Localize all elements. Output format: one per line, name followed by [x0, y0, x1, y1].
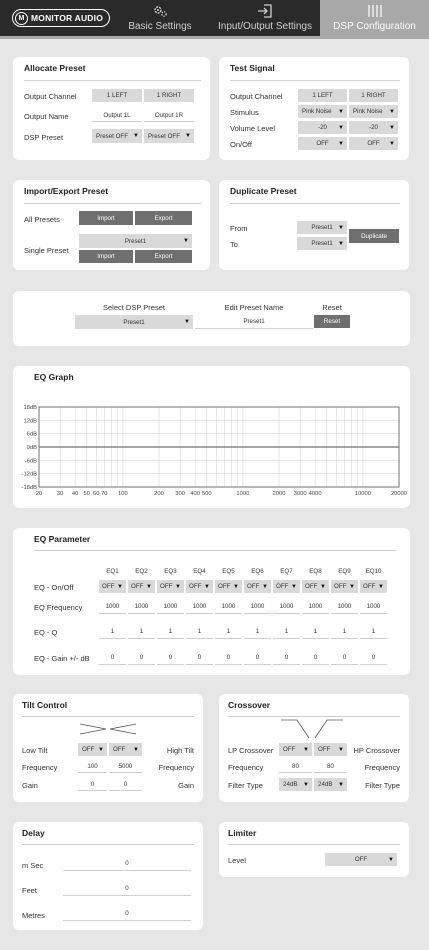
eq-q-field[interactable]: 1 [186, 625, 213, 639]
high-tilt-frequency-field[interactable]: 5000 [109, 760, 142, 773]
eq-gain-field[interactable]: 0 [302, 651, 329, 665]
volume-level-label: Volume Level [230, 124, 276, 133]
single-preset-label: Single Preset [24, 246, 69, 255]
dropdown-arrow-icon: ▼ [303, 746, 309, 753]
eq-band-header: EQ5 [222, 568, 235, 575]
x-tick-label: 1000 [236, 491, 250, 497]
dropdown-arrow-icon: ▼ [117, 583, 123, 590]
tab-label: Input/Output Settings [218, 21, 312, 32]
eq-frequency-field[interactable]: 1000 [215, 600, 242, 614]
x-tick-label: 100 [118, 491, 128, 497]
eq-band-header: EQ7 [280, 568, 293, 575]
y-tick-label: -12dB [21, 471, 37, 478]
divider [22, 844, 194, 845]
panel-title: Import/Export Preset [24, 186, 109, 196]
low-gain-label: Gain [22, 781, 38, 790]
eq-band-header: EQ2 [135, 568, 148, 575]
high-tilt-gain-field[interactable]: 0 [109, 778, 142, 791]
eq-on-off-dropdown[interactable] [273, 580, 300, 593]
divider [24, 203, 201, 204]
eq-frequency-field[interactable]: 1000 [360, 600, 387, 614]
dsp-preset-label: DSP Preset [24, 133, 64, 142]
test-signal-panel [219, 57, 409, 160]
eq-frequency-field[interactable]: 1000 [186, 600, 213, 614]
hp-crossover-label: HP Crossover [353, 746, 400, 755]
crossover-panel [219, 694, 409, 802]
gears-icon [152, 4, 168, 18]
on-off-label: On/Off [230, 140, 252, 149]
duplicate-button[interactable]: Duplicate [349, 229, 399, 243]
sliders-icon [367, 4, 383, 18]
eq-on-off-dropdown[interactable] [186, 580, 213, 593]
eq-on-off-dropdown[interactable] [244, 580, 271, 593]
dropdown-value: OFF [363, 583, 376, 590]
single-preset-dropdown[interactable] [79, 234, 192, 248]
dropdown-arrow-icon: ▼ [389, 108, 395, 115]
level-label: Level [228, 856, 246, 865]
dropdown-value: OFF [247, 583, 260, 590]
y-tick-label: -18dB [21, 485, 37, 491]
lp-filter-type-dropdown[interactable] [279, 778, 312, 791]
low-tilt-label: Low Tilt [22, 746, 48, 755]
eq-frequency-field[interactable]: 1000 [157, 600, 184, 614]
select-dsp-preset-panel [13, 291, 410, 346]
dropdown-arrow-icon: ▼ [303, 781, 309, 788]
stimulus-right-dropdown[interactable] [349, 105, 398, 118]
divider [24, 80, 201, 81]
dropdown-value: 24dB [283, 781, 298, 788]
msec-label: m Sec [22, 861, 44, 870]
dropdown-arrow-icon: ▼ [338, 746, 344, 753]
eq-q-field[interactable]: 1 [331, 625, 358, 639]
dropdown-arrow-icon: ▼ [320, 583, 326, 590]
dropdown-value: OFF [160, 583, 173, 590]
dropdown-value: OFF [82, 746, 95, 753]
hp-crossover-dropdown[interactable] [314, 743, 347, 756]
tab-dsp-configuration[interactable] [320, 0, 429, 36]
eq-gain-field[interactable]: 0 [215, 651, 242, 665]
y-tick-label: 0dB [26, 445, 37, 451]
dropdown-arrow-icon: ▼ [98, 746, 104, 753]
eq-band-header: EQ1 [106, 568, 119, 575]
metres-label: Metres [22, 911, 45, 920]
dropdown-value: Preset OFF [96, 132, 128, 140]
dropdown-arrow-icon: ▼ [338, 781, 344, 788]
dropdown-value: Preset1 [124, 237, 147, 245]
eq-on-off-dropdown[interactable] [331, 580, 358, 593]
eq-band-header: EQ6 [251, 568, 264, 575]
eq-q-field[interactable]: 1 [244, 625, 271, 639]
select-dsp-preset-dropdown[interactable] [75, 315, 193, 329]
dropdown-arrow-icon: ▼ [338, 124, 344, 131]
dropdown-arrow-icon: ▼ [175, 583, 181, 590]
allocate-preset-panel [13, 57, 210, 160]
dropdown-value: Preset OFF [148, 132, 180, 140]
x-tick-label: 50 [83, 491, 90, 497]
dropdown-value: Pink Noise [302, 108, 332, 115]
on-off-right-dropdown[interactable] [349, 137, 398, 150]
eq-frequency-field[interactable]: 1000 [302, 600, 329, 614]
output-name-label: Output Name [24, 112, 69, 121]
x-tick-label: 40 [71, 491, 79, 497]
delay-msec-field[interactable]: 0 [63, 857, 191, 871]
high-tilt-label: High Tilt [166, 746, 194, 755]
divider [228, 844, 400, 845]
dropdown-arrow-icon: ▼ [378, 583, 384, 590]
to-preset-dropdown[interactable] [297, 237, 347, 250]
eq-gain-field[interactable]: 0 [244, 651, 271, 665]
eq-frequency-field[interactable]: 1000 [331, 600, 358, 614]
eq-parameter-panel [13, 528, 410, 675]
panel-title: Duplicate Preset [230, 186, 297, 196]
eq-band-header: EQ8 [309, 568, 322, 575]
dropdown-value: OFF [218, 583, 231, 590]
low-tilt-gain-field[interactable]: 0 [78, 778, 107, 791]
reset-button[interactable]: Reset [314, 315, 350, 328]
dropdown-value: -20 [318, 124, 327, 131]
x-tick-label: 200 [154, 491, 164, 497]
logo-mark: M [15, 12, 28, 25]
dropdown-arrow-icon: ▼ [133, 746, 139, 753]
x-tick-label: 20000 [390, 491, 408, 497]
panel-title: Delay [22, 828, 45, 838]
limiter-panel [219, 822, 409, 877]
lp-frequency-label: Frequency [228, 763, 264, 772]
panel-title: Limiter [228, 828, 257, 838]
edit-preset-name-label: Edit Preset Name [224, 303, 284, 312]
dropdown-arrow-icon: ▼ [184, 319, 190, 325]
panel-title: Tilt Control [22, 700, 68, 710]
from-preset-dropdown[interactable] [297, 221, 347, 234]
delay-metres-field[interactable]: 0 [63, 907, 191, 921]
dropdown-arrow-icon: ▼ [133, 133, 139, 139]
reset-label: Reset [322, 303, 342, 312]
eq-q-field[interactable]: 1 [157, 625, 184, 639]
dropdown-value: OFF [318, 746, 331, 753]
eq-on-off-label: EQ - On/Off [34, 583, 74, 592]
x-tick-label: 70 [101, 491, 108, 497]
dropdown-arrow-icon: ▼ [204, 583, 210, 590]
export-all-button[interactable]: Export [135, 211, 192, 225]
y-tick-label: 18dB [23, 405, 37, 411]
high-tilt-dropdown[interactable] [109, 743, 142, 756]
dropdown-value: OFF [367, 140, 380, 147]
edit-preset-name-field[interactable]: Preset1 [195, 315, 313, 329]
dsp-preset-left-dropdown[interactable] [92, 129, 142, 143]
all-presets-label: All Presets [24, 215, 60, 224]
divider [34, 550, 396, 551]
panel-title: EQ Graph [34, 372, 74, 382]
dropdown-value: OFF [189, 583, 202, 590]
eq-frequency-field[interactable]: 1000 [273, 600, 300, 614]
duplicate-preset-panel [219, 180, 409, 270]
lp-crossover-label: LP Crossover [228, 746, 274, 755]
crossover-curve-icon [279, 718, 345, 740]
dropdown-value: OFF [102, 583, 115, 590]
y-tick-label: 6dB [26, 431, 37, 438]
x-tick-label: 2000 [272, 491, 286, 497]
dropdown-arrow-icon: ▼ [338, 240, 344, 247]
left-channel-button[interactable]: 1 LEFT [92, 89, 142, 102]
eq-frequency-label: EQ Frequency [34, 603, 83, 612]
hp-filter-type-label: Filter Type [365, 781, 400, 790]
feet-label: Feet [22, 886, 38, 895]
volume-left-dropdown[interactable] [298, 121, 347, 134]
x-tick-label: 4000 [308, 491, 322, 497]
eq-on-off-dropdown[interactable] [302, 580, 329, 593]
x-tick-label: 300 [175, 491, 185, 497]
high-gain-label: Gain [178, 781, 194, 790]
tilt-curve-icon [78, 721, 138, 737]
dropdown-arrow-icon: ▼ [388, 856, 394, 863]
import-single-button[interactable]: Import [79, 250, 133, 263]
import-export-panel [13, 180, 210, 270]
dropdown-arrow-icon: ▼ [233, 583, 239, 590]
tilt-control-panel [13, 694, 203, 802]
dropdown-arrow-icon: ▼ [389, 124, 395, 131]
eq-q-field[interactable]: 1 [302, 625, 329, 639]
eq-gain-field[interactable]: 0 [331, 651, 358, 665]
dropdown-value: OFF [334, 583, 347, 590]
low-tilt-dropdown[interactable] [78, 743, 107, 756]
dropdown-value: OFF [305, 583, 318, 590]
tab-label: DSP Configuration [333, 21, 416, 32]
hp-frequency-field[interactable]: 80 [314, 760, 347, 773]
dropdown-arrow-icon: ▼ [389, 140, 395, 147]
x-tick-label: 400 [190, 491, 200, 497]
dropdown-arrow-icon: ▼ [338, 108, 344, 115]
eq-q-field[interactable]: 1 [215, 625, 242, 639]
high-frequency-label: Frequency [158, 763, 194, 772]
panel-title: Allocate Preset [24, 63, 86, 73]
dropdown-arrow-icon: ▼ [338, 140, 344, 147]
eq-band-header: EQ4 [193, 568, 206, 575]
tab-input-output-settings[interactable] [214, 0, 316, 36]
eq-on-off-dropdown[interactable] [157, 580, 184, 593]
dropdown-arrow-icon: ▼ [146, 583, 152, 590]
x-tick-label: 20 [35, 491, 43, 497]
dropdown-arrow-icon: ▼ [291, 583, 297, 590]
divider [230, 203, 400, 204]
import-all-button[interactable]: Import [79, 211, 133, 225]
dropdown-value: OFF [316, 140, 329, 147]
eq-graph-panel [13, 366, 410, 508]
volume-right-dropdown[interactable] [349, 121, 398, 134]
eq-frequency-field[interactable]: 1000 [244, 600, 271, 614]
stimulus-left-dropdown[interactable] [298, 105, 347, 118]
dropdown-arrow-icon: ▼ [185, 133, 191, 139]
panel-title: Crossover [228, 700, 271, 710]
monitor-audio-logo [12, 9, 110, 27]
dropdown-value: OFF [113, 746, 126, 753]
panel-title: Test Signal [230, 63, 275, 73]
eq-gain-field[interactable]: 0 [273, 651, 300, 665]
dropdown-value: Preset1 [311, 224, 333, 231]
eq-band-header: EQ3 [164, 568, 177, 575]
hp-frequency-label: Frequency [364, 763, 400, 772]
dropdown-arrow-icon: ▼ [183, 238, 189, 244]
eq-on-off-dropdown[interactable] [128, 580, 155, 593]
eq-on-off-dropdown[interactable] [360, 580, 387, 593]
eq-gain-field[interactable]: 0 [186, 651, 213, 665]
tab-label: Basic Settings [128, 21, 192, 32]
dropdown-value: Preset1 [123, 318, 145, 326]
eq-graph-chart [13, 366, 410, 508]
dropdown-value: OFF [131, 583, 144, 590]
delay-panel [13, 822, 203, 930]
dropdown-value: OFF [354, 856, 368, 863]
eq-frequency-field[interactable]: 1000 [128, 600, 155, 614]
lp-filter-type-label: Filter Type [228, 781, 263, 790]
select-dsp-preset-label: Select DSP Preset [103, 303, 165, 312]
eq-gain-field[interactable]: 0 [99, 651, 126, 665]
active-tab-underline [0, 36, 429, 39]
top-navigation-bar [0, 0, 429, 36]
eq-q-field[interactable]: 1 [360, 625, 387, 639]
x-tick-label: 3000 [293, 491, 307, 497]
from-label: From [230, 224, 248, 233]
right-channel-button[interactable]: 1 RIGHT [144, 89, 194, 102]
eq-q-field[interactable]: 1 [128, 625, 155, 639]
y-tick-label: 12dB [23, 418, 37, 425]
tab-basic-settings[interactable] [120, 0, 200, 36]
logo-text: MONITOR AUDIO [31, 13, 104, 23]
eq-gain-field[interactable]: 0 [157, 651, 184, 665]
output-channel-label: Output Channel [24, 92, 77, 101]
dropdown-value: 24dB [318, 781, 333, 788]
dropdown-value: OFF [276, 583, 289, 590]
lp-frequency-field[interactable]: 80 [279, 760, 312, 773]
dropdown-arrow-icon: ▼ [338, 224, 344, 231]
limiter-level-dropdown[interactable] [325, 853, 397, 866]
eq-on-off-dropdown[interactable] [99, 580, 126, 593]
right-channel-button[interactable]: 1 RIGHT [349, 89, 398, 102]
dropdown-value: -20 [369, 124, 378, 131]
on-off-left-dropdown[interactable] [298, 137, 347, 150]
eq-band-header: EQ10 [365, 568, 382, 575]
x-tick-label: 10000 [354, 491, 371, 497]
eq-gain-field[interactable]: 0 [360, 651, 387, 665]
y-tick-label: -6dB [24, 458, 37, 465]
x-tick-label: 500 [201, 491, 212, 497]
divider [22, 716, 194, 717]
dropdown-value: Preset1 [311, 240, 333, 247]
eq-q-label: EQ - Q [34, 628, 58, 637]
eq-q-field[interactable]: 1 [273, 625, 300, 639]
dropdown-value: OFF [283, 746, 296, 753]
to-label: To [230, 240, 238, 249]
dropdown-arrow-icon: ▼ [349, 583, 355, 590]
output-name-right-field[interactable]: Output 1R [144, 109, 194, 122]
eq-q-field[interactable]: 1 [99, 625, 126, 639]
divider [228, 716, 400, 717]
hp-filter-type-dropdown[interactable] [314, 778, 347, 791]
eq-frequency-field[interactable]: 1000 [99, 600, 126, 614]
delay-feet-field[interactable]: 0 [63, 882, 191, 896]
panel-title: EQ Parameter [34, 534, 91, 544]
eq-gain-label: EQ - Gain +/- dB [34, 654, 90, 663]
eq-band-header: EQ9 [338, 568, 351, 575]
dsp-preset-right-dropdown[interactable] [144, 129, 194, 143]
output-name-left-field[interactable]: Output 1L [92, 109, 142, 122]
input-output-icon [257, 4, 273, 18]
stimulus-label: Stimulus [230, 108, 259, 117]
x-tick-label: 60 [93, 491, 100, 497]
eq-on-off-dropdown[interactable] [215, 580, 242, 593]
lp-crossover-dropdown[interactable] [279, 743, 312, 756]
x-tick-label: 30 [56, 491, 64, 497]
eq-gain-field[interactable]: 0 [128, 651, 155, 665]
divider [230, 80, 400, 81]
dropdown-arrow-icon: ▼ [262, 583, 268, 590]
output-channel-label: Output Channel [230, 92, 283, 101]
export-single-button[interactable]: Export [135, 250, 192, 263]
dropdown-value: Pink Noise [353, 108, 383, 115]
low-frequency-label: Frequency [22, 763, 58, 772]
left-channel-button[interactable]: 1 LEFT [298, 89, 347, 102]
low-tilt-frequency-field[interactable]: 100 [78, 760, 107, 773]
